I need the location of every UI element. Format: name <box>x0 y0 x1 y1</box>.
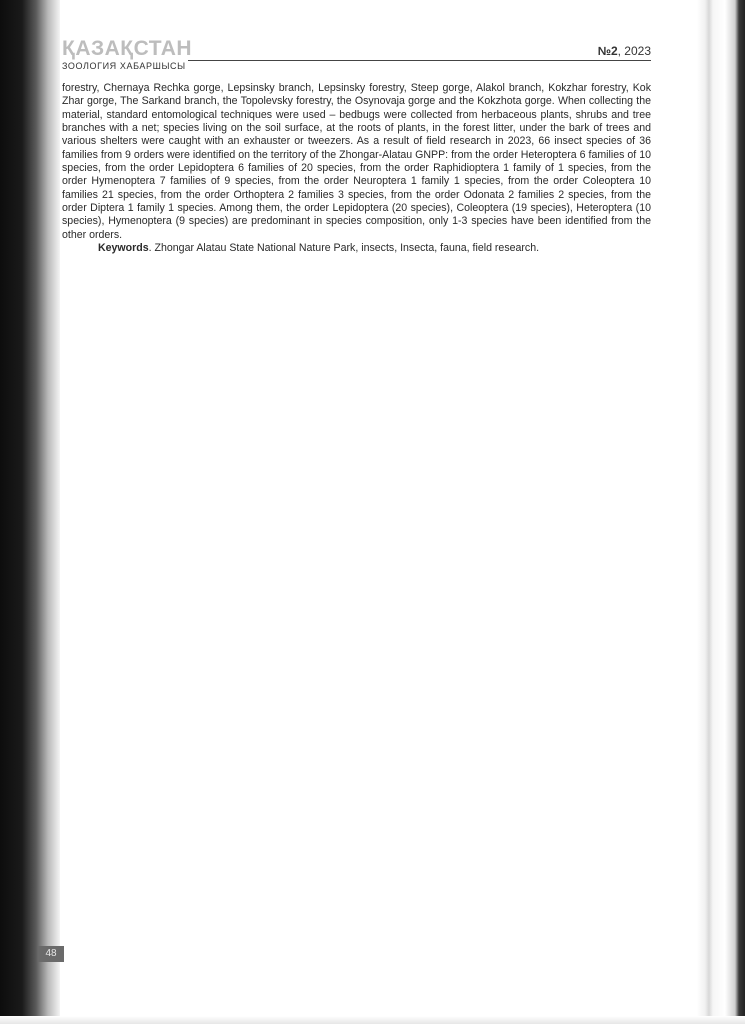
keywords-label: Keywords <box>98 242 149 255</box>
abstract-block <box>62 82 651 255</box>
running-header <box>62 38 651 78</box>
issue-year: , 2023 <box>617 44 651 58</box>
issue-number: №2 <box>597 44 618 58</box>
journal-brand: ҚАЗАҚСТАН <box>62 37 193 60</box>
issue-label <box>598 44 651 58</box>
keywords-text: . Zhongar Alatau State National Nature Park, insects, Insecta, fauna, field research. <box>148 242 540 255</box>
abstract-text: forestry, Chernaya Rechka gorge, Lepsinsky branch, Lepsinsky forestry, Steep gorge, Alakol branch, Kokzhar forestry, Kok Zhar gorge, The Sarkand branch, the Topolevsky forestry, the Osynovaja gorge and the Kokzhota gorge. When collecting the material, standard entomological techniques were used – bedbugs were collected from herbaceous plants, shrubs and tree branches with a net; species living on the soil surface, at the roots of plants, in the forest litter, under the bark of trees and various shelters were caught with an exhauster or tweezers. As a result of field research in 2023, 66 insect species of 36 families from 9 orders were identified on the territory of the Zhongar-Alatau GNPP: from the order Heteroptera 6 families of 10 species, from the order Lepidoptera 6 families of 20 species, from the order Raphidioptera 1 family of 1 species, from the order Hymenoptera 7 families of 9 species, from the order Neuroptera 1 family 1 species, from the order Coleoptera 10 families 21 species, from the order Orthoptera 2 families 3 species, from the order Odonata 2 families 2 species, from the order Diptera 1 family 1 species. Among them, the order Lepidoptera (20 species), Coleoptera (19 species), Heteroptera (10 species), Hymenoptera (9 species) are predominant in species composition, only 1-3 species have been identified from the other orders. <box>62 82 651 241</box>
journal-subtitle: ЗООЛОГИЯ ХАБАРШЫСЫ <box>62 61 186 71</box>
keywords-paragraph <box>62 242 651 255</box>
header-rule <box>188 60 651 61</box>
page-number: 48 <box>38 946 64 962</box>
